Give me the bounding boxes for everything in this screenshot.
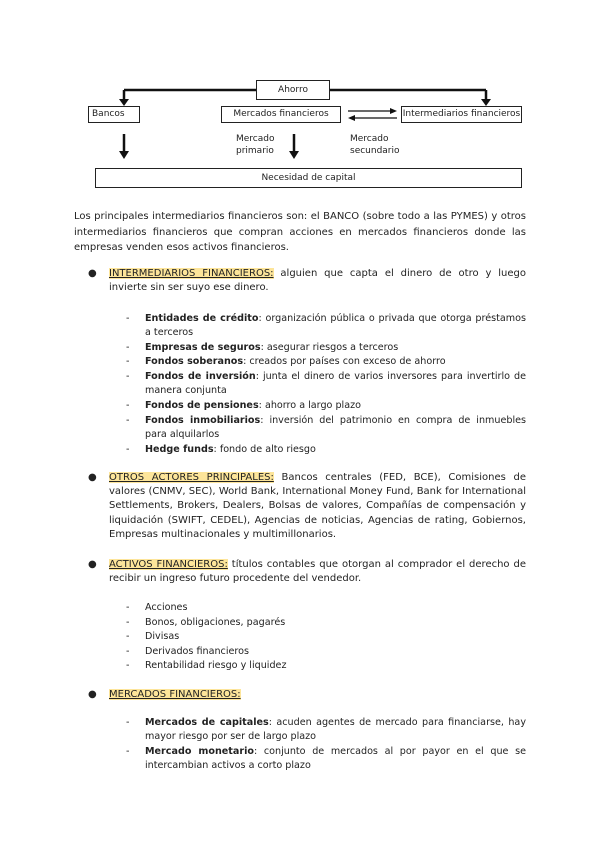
arrow-bancos-down	[119, 151, 129, 159]
item-bold: Empresas de seguros	[145, 342, 261, 353]
mercado-secundario-label	[350, 133, 400, 157]
dash: -	[126, 415, 130, 426]
intermediarios-box	[401, 106, 522, 123]
item-text	[145, 355, 526, 369]
item-text: Acciones	[145, 602, 188, 613]
mercado-primario-line2: primario	[236, 146, 274, 156]
bancos-box	[88, 106, 140, 123]
dash: -	[126, 371, 130, 382]
section-activos	[88, 558, 526, 588]
item-bold: Hedge funds	[145, 444, 214, 455]
section-body: títulos contables que otorgan al comprador el derecho de recibir un ingreso futuro procedente del vendedor.	[109, 559, 526, 585]
item-body: : fondo de alto riesgo	[213, 444, 316, 455]
section-text	[109, 558, 526, 586]
intermediarios-label: Intermediarios financieros	[402, 109, 521, 119]
item-bold: Fondos inmobiliarios	[145, 415, 261, 426]
dash: -	[126, 313, 130, 324]
dash: -	[126, 400, 130, 411]
item-text	[145, 312, 526, 339]
arrow-left-head	[348, 115, 355, 121]
item-text	[145, 716, 526, 743]
arrow-to-bancos	[119, 99, 129, 106]
intro-paragraph: Los principales intermediarios financieros son: el BANCO (sobre todo a las PYMES) y otros intermediarios financieros que compran acciones en mercados financieros donde las empresas venden esos activos financieros.	[74, 211, 526, 254]
section-text	[109, 267, 526, 295]
item-body: : creados por países con exceso de ahorro	[243, 356, 446, 367]
dash: -	[126, 631, 130, 642]
section-heading: ACTIVOS FINANCIEROS:	[109, 559, 228, 570]
bullet-dot: ●	[88, 472, 97, 483]
arrow-mercados-down	[289, 151, 299, 159]
arrow-right-head	[390, 108, 397, 114]
item-text: Divisas	[145, 631, 180, 642]
item-bold: Entidades de crédito	[145, 313, 259, 324]
dash: -	[126, 342, 130, 353]
item-body: : acuden agentes de mercado para financiarse, hay mayor riesgo por ser de largo plazo	[145, 717, 526, 742]
dash: -	[126, 444, 130, 455]
necesidad-label: Necesidad de capital	[261, 173, 356, 183]
section-heading: INTERMEDIARIOS FINANCIEROS:	[109, 268, 274, 279]
item-text	[145, 341, 526, 355]
arrow-to-intermediarios	[481, 99, 491, 106]
item-body: : inversión del patrimonio en compra de inmuebles para alquilarlos	[145, 415, 527, 440]
bullet-dot: ●	[88, 559, 97, 570]
section-intermediarios	[88, 267, 526, 297]
item-text: Bonos, obligaciones, pagarés	[145, 617, 286, 628]
item-bold: Fondos soberanos	[145, 356, 244, 367]
dash: -	[126, 617, 130, 628]
section-heading: OTROS ACTORES PRINCIPALES:	[109, 472, 274, 483]
section-mercados	[88, 688, 526, 704]
bancos-label: Bancos	[92, 109, 125, 119]
ahorro-label: Ahorro	[278, 85, 308, 95]
mercado-secundario-line1: Mercado	[350, 134, 389, 144]
item-text	[145, 370, 526, 397]
mercado-primario-line1: Mercado	[236, 134, 275, 144]
item-body: : organización pública o privada que otorga préstamos a terceros	[145, 313, 526, 338]
section-body: alguien que capta el dinero de otro y luego invierte sin ser suyo ese dinero.	[109, 268, 527, 294]
item-text	[145, 399, 526, 413]
dash: -	[126, 356, 130, 367]
item-text	[145, 745, 526, 772]
necesidad-box	[95, 168, 522, 188]
section-text	[109, 471, 526, 542]
mercado-secundario-line2: secundario	[350, 146, 400, 156]
dash: -	[126, 717, 130, 728]
item-bold: Mercados de capitales	[145, 717, 269, 728]
ahorro-box	[256, 80, 330, 100]
item-body: : junta el dinero de varios inversores para invertirlo de manera conjunta	[145, 371, 526, 396]
item-text: Rentabilidad riesgo y liquidez	[145, 660, 287, 671]
item-text	[145, 443, 526, 457]
dash: -	[126, 646, 130, 657]
section-text	[109, 688, 526, 702]
dash: -	[126, 746, 130, 757]
item-body: : conjunto de mercados al por payor en el que se intercambian activos a corto plazo	[145, 746, 526, 771]
item-body: : ahorro a largo plazo	[258, 400, 361, 411]
item-body: : asegurar riesgos a terceros	[260, 342, 399, 353]
section-body: Bancos centrales (FED, BCE), Comisiones de valores (CNMV, SEC), World Bank, International Money Fund, Bank for International Settlements, Brokers, Dealers, Bolsas de valores, Compañías de compensación y liquidación (SWIFT, CEDEL), Agencias de noticias, Agencias de rating, Gobiernos, Empresas multinacionales y multimillonarios.	[109, 472, 526, 540]
item-bold: Mercado monetario	[145, 746, 254, 757]
section-heading: MERCADOS FINANCIEROS:	[109, 689, 241, 700]
dash: -	[126, 660, 130, 671]
item-bold: Fondos de inversión	[145, 371, 256, 382]
item-bold: Fondos de pensiones	[145, 400, 259, 411]
bullet-dot: ●	[88, 268, 97, 279]
mercado-primario-label	[236, 133, 275, 157]
section-otros	[88, 471, 526, 543]
item-text: Derivados financieros	[145, 646, 249, 657]
mercados-box	[221, 106, 341, 123]
dash: -	[126, 602, 130, 613]
bullet-dot: ●	[88, 689, 97, 700]
mercados-label: Mercados financieros	[233, 109, 329, 119]
item-text	[145, 414, 526, 441]
